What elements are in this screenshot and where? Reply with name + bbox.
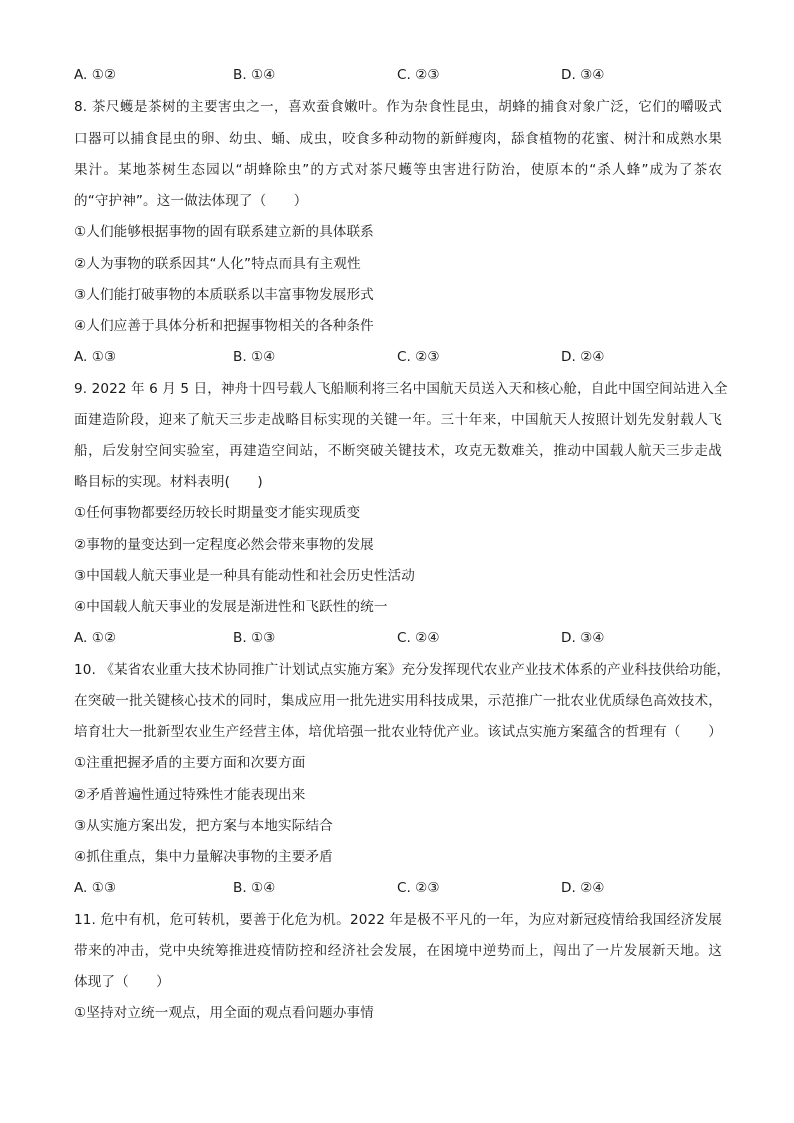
q10-statement: ①注重把握矛盾的主要方面和次要方面 bbox=[74, 755, 306, 771]
q8-stem-line: 8. 茶尺蠖是茶树的主要害虫之一，喜欢蚕食嫩叶。作为杂食性昆虫，胡蜂的捕食对象广泛，它们的嚼吸式 bbox=[74, 99, 722, 115]
q9-stem-line: 9. 2022 年 6 月 5 日，神舟十四号载人飞船顺利将三名中国航天员送入天和核心舱，自此中国空间站进入全 bbox=[74, 381, 728, 397]
q9-option-d[interactable]: D. ③④ bbox=[561, 630, 605, 646]
q9-option-b[interactable]: B. ①③ bbox=[233, 630, 276, 646]
q10-option-b[interactable]: B. ①④ bbox=[233, 880, 276, 896]
q9-statement: ③中国载人航天事业是一种具有能动性和社会历史性活动 bbox=[74, 568, 415, 584]
q10-statement: ③从实施方案出发，把方案与本地实际结合 bbox=[74, 818, 333, 834]
q8-option-a[interactable]: A. ①③ bbox=[74, 349, 117, 365]
q8-statement: ①人们能够根据事物的固有联系建立新的具体联系 bbox=[74, 224, 374, 240]
q7-options bbox=[74, 66, 734, 84]
q7-option-b[interactable]: B. ①④ bbox=[233, 67, 276, 83]
q7-option-d[interactable]: D. ③④ bbox=[561, 67, 605, 83]
q10-stem-line: 培育壮大一批新型农业生产经营主体，培优培强一批农业特优产业。该试点实施方案蕴含的哲理有（ ） bbox=[74, 724, 722, 740]
q9-stem-line: 船，后发射空间实验室，再建造空间站，不断突破关键技术，攻克无数难关，推动中国载人航天三步走战 bbox=[74, 443, 722, 459]
q8-statement: ③人们能打破事物的本质联系以丰富事物发展形式 bbox=[74, 287, 374, 303]
q10-option-d[interactable]: D. ②④ bbox=[561, 880, 605, 896]
q8-statement: ②人为事物的联系因其“人化”特点而具有主观性 bbox=[74, 256, 361, 272]
q10-stem-line: 10. 《某省农业重大技术协同推广计划试点实施方案》充分发挥现代农业产业技术体系的产业科技供给功能， bbox=[74, 662, 731, 678]
q7-option-c[interactable]: C. ②③ bbox=[397, 67, 440, 83]
q9-options bbox=[74, 629, 734, 647]
q10-option-a[interactable]: A. ①③ bbox=[74, 880, 117, 896]
q9-stem-line: 面建造阶段，迎来了航天三步走战略目标实现的关键一年。三十年来，中国航天人按照计划先发射载人飞 bbox=[74, 412, 722, 428]
q10-stem-line: 在突破一批关键核心技术的同时，集成应用一批先进实用科技成果，示范推广一批农业优质绿色高效技术， bbox=[74, 693, 722, 709]
q8-stem-line: 口器可以捕食昆虫的卵、幼虫、蛹、成虫，咬食多种动物的新鲜瘦肉，舔食植物的花蜜、树汁和成熟水果 bbox=[74, 131, 722, 147]
q8-option-b[interactable]: B. ①④ bbox=[233, 349, 276, 365]
q8-statement: ④人们应善于具体分析和把握事物相关的各种条件 bbox=[74, 318, 374, 334]
q10-options bbox=[74, 879, 734, 897]
q8-stem-line: 果汁。某地茶树生态园以“胡蜂除虫”的方式对茶尺蠖等虫害进行防治，使原本的“杀人蜂”成为了茶农 bbox=[74, 162, 722, 178]
q8-options bbox=[74, 348, 734, 366]
q9-statement: ①任何事物都要经历较长时期量变才能实现质变 bbox=[74, 505, 361, 521]
q7-option-a[interactable]: A. ①② bbox=[74, 67, 117, 83]
q9-statement: ④中国载人航天事业的发展是渐进性和飞跃性的统一 bbox=[74, 599, 388, 615]
q9-option-c[interactable]: C. ②④ bbox=[397, 630, 440, 646]
q11-stem-line: 带来的冲击，党中央统筹推进疫情防控和经济社会发展，在困境中逆势而上，闯出了一片发展新天地。这 bbox=[74, 943, 722, 959]
q9-stem-line: 略目标的实现。材料表明( ) bbox=[74, 474, 263, 490]
q8-option-c[interactable]: C. ②③ bbox=[397, 349, 440, 365]
q11-statement: ①坚持对立统一观点，用全面的观点看问题办事情 bbox=[74, 1005, 374, 1021]
q10-statement: ②矛盾普遍性通过特殊性才能表现出来 bbox=[74, 787, 306, 803]
q9-option-a[interactable]: A. ①② bbox=[74, 630, 117, 646]
q10-statement: ④抓住重点，集中力量解决事物的主要矛盾 bbox=[74, 849, 333, 865]
q9-statement: ②事物的量变达到一定程度必然会带来事物的发展 bbox=[74, 537, 374, 553]
q8-stem-line: 的“守护神”。这一做法体现了（ ） bbox=[74, 193, 308, 209]
q11-stem-line: 体现了（ ） bbox=[74, 974, 170, 990]
q8-option-d[interactable]: D. ②④ bbox=[561, 349, 605, 365]
q10-option-c[interactable]: C. ②③ bbox=[397, 880, 440, 896]
q11-stem-line: 11. 危中有机，危可转机，要善于化危为机。2022 年是极不平凡的一年，为应对新冠疫情给我国经济发展 bbox=[74, 912, 722, 928]
